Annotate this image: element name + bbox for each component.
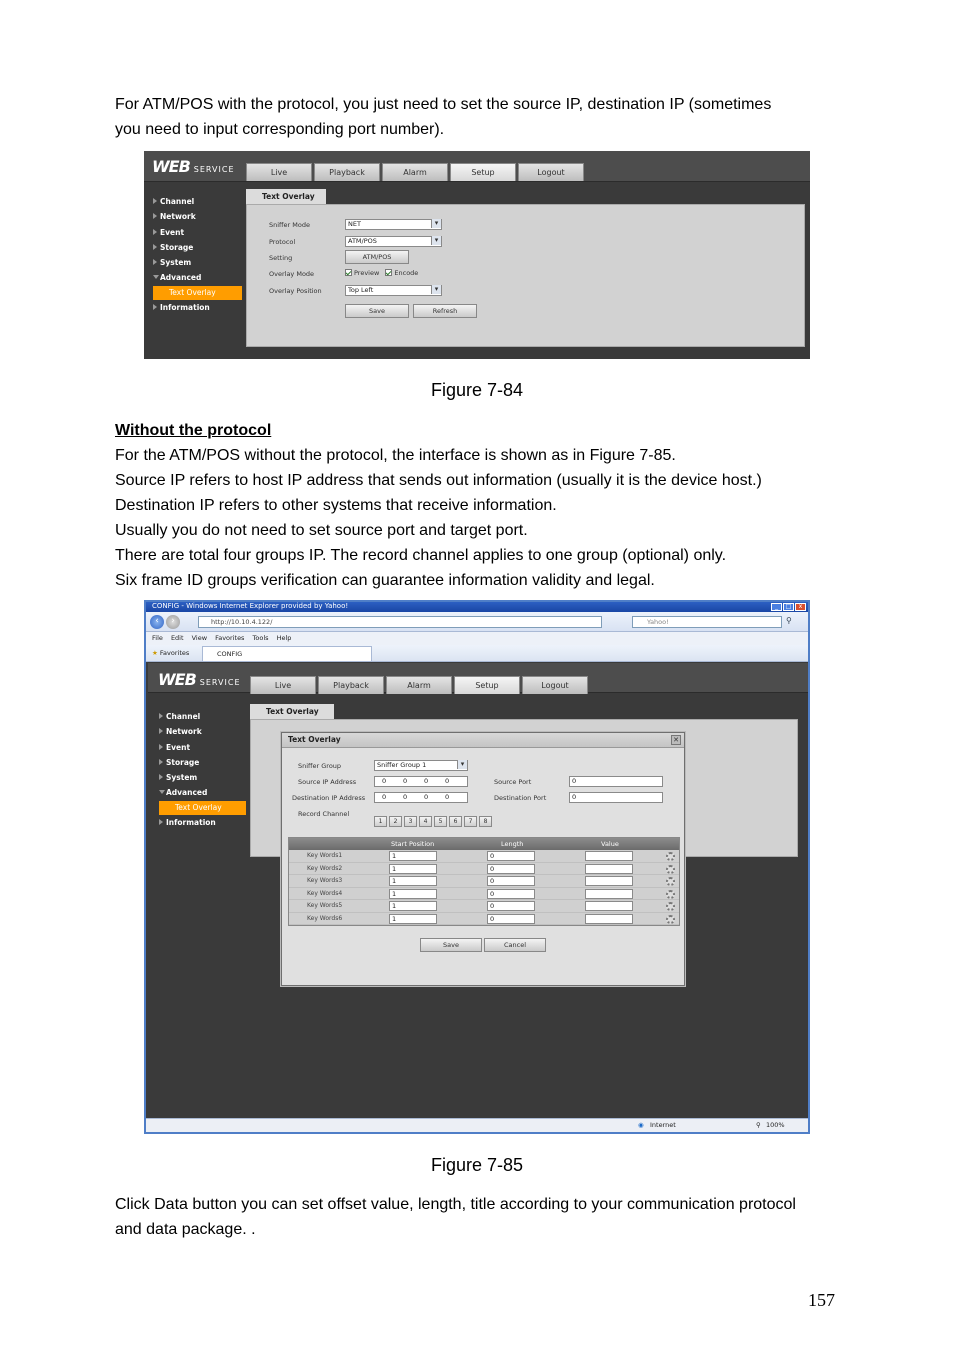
table-row (289, 863, 679, 876)
start-position-input[interactable]: 1 (389, 889, 437, 899)
channel-2-button[interactable]: 2 (389, 816, 402, 827)
value-input[interactable] (585, 889, 633, 899)
tab-live[interactable]: Live (250, 676, 316, 694)
preview-label: Preview (354, 269, 380, 277)
destination-port-label: Destination Port (494, 794, 547, 802)
sidebar-item-storage[interactable]: Storage (148, 240, 242, 255)
start-position-input[interactable]: 1 (389, 901, 437, 911)
outro-line-1: Click Data button you can set offset value, length, title according to your communication protocol (115, 1196, 796, 1213)
encode-label: Encode (394, 269, 419, 277)
sidebar-item-text-overlay[interactable]: Text Overlay (153, 286, 242, 300)
table-row (289, 888, 679, 901)
gear-icon[interactable] (666, 915, 675, 924)
browser-status-bar (146, 1118, 808, 1132)
overlay-position-label: Overlay Position (269, 287, 322, 295)
tab-alarm[interactable]: Alarm (386, 676, 452, 694)
key-word-name: Key Words1 (307, 852, 343, 859)
encode-checkbox[interactable] (385, 269, 392, 276)
search-box[interactable]: Yahoo! (632, 616, 782, 628)
key-words-rows (289, 850, 679, 925)
tab-logout[interactable]: Logout (518, 163, 584, 181)
start-position-input[interactable]: 1 (389, 914, 437, 924)
destination-ip-label: Destination IP Address (292, 794, 366, 802)
overlay-mode-options (345, 269, 418, 277)
channel-1-button[interactable]: 1 (374, 816, 387, 827)
table-row (289, 875, 679, 888)
minimize-icon[interactable]: _ (771, 603, 782, 611)
browser-title: CONFIG - Windows Internet Explorer provided by Yahoo! (152, 602, 349, 610)
sniffer-mode-label: Sniffer Mode (269, 221, 310, 229)
section-heading: Without the protocol (115, 422, 272, 439)
text-overlay-panel (246, 204, 805, 347)
section-line-1: For the ATM/POS without the protocol, the interface is shown as in Figure 7-85. (115, 447, 676, 464)
protocol-label: Protocol (269, 238, 296, 246)
channel-6-button[interactable]: 6 (449, 816, 462, 827)
record-channel-label: Record Channel (298, 810, 350, 818)
forward-icon[interactable]: › (166, 615, 180, 629)
value-input[interactable] (585, 901, 633, 911)
source-ip-label: Source IP Address (298, 778, 357, 786)
header-length: Length (501, 840, 524, 848)
figure-7-84-caption: Figure 7-84 (430, 380, 524, 400)
search-icon[interactable]: ⚲ (786, 616, 792, 625)
status-zone: Internet (650, 1121, 676, 1129)
page-number: 157 (808, 1290, 835, 1310)
table-row (289, 913, 679, 926)
setup-sidebar (148, 194, 242, 315)
channel-7-button[interactable]: 7 (464, 816, 477, 827)
section-line-5: There are total four groups IP. The record channel applies to one group (optional) only. (115, 547, 727, 564)
browser-menu-bar[interactable]: File Edit View Favorites Tools Help (146, 632, 808, 645)
length-input[interactable]: 0 (487, 914, 535, 924)
sidebar-item-event[interactable]: Event (154, 740, 246, 755)
channel-3-button[interactable]: 3 (404, 816, 417, 827)
setting-label: Setting (269, 254, 293, 262)
intro-line-1: For ATM/POS with the protocol, you just need to set the source IP, destination IP (sometimes (115, 96, 772, 113)
cancel-button[interactable]: Cancel (484, 938, 546, 952)
favorites-button[interactable]: Favorites (159, 649, 190, 657)
value-input[interactable] (585, 851, 633, 861)
sidebar-item-event[interactable]: Event (148, 225, 242, 240)
sidebar-item-information[interactable]: Information (154, 815, 246, 830)
value-input[interactable] (585, 876, 633, 886)
value-input[interactable] (585, 864, 633, 874)
value-input[interactable] (585, 914, 633, 924)
key-word-name: Key Words4 (307, 889, 343, 897)
zoom-icon: ⚲ (756, 1121, 761, 1129)
sidebar-item-advanced[interactable]: Advanced (154, 785, 246, 800)
key-word-name: Key Words5 (307, 902, 343, 909)
address-bar[interactable]: http://10.10.4.122/ (198, 616, 602, 628)
zoom-level[interactable]: 100% (766, 1121, 785, 1129)
length-input[interactable]: 0 (487, 876, 535, 886)
tab-live[interactable]: Live (246, 163, 312, 181)
section-line-4: Usually you do not need to set source port and target port. (115, 522, 528, 539)
figure-7-85-caption: Figure 7-85 (430, 1155, 524, 1175)
channel-5-button[interactable]: 5 (434, 816, 447, 827)
sidebar-item-information[interactable]: Information (148, 300, 242, 315)
star-icon: ★ (152, 649, 158, 657)
sidebar-item-network[interactable]: Network (154, 724, 246, 739)
text-overlay-tab[interactable]: Text Overlay (246, 189, 326, 205)
start-position-input[interactable]: 1 (389, 864, 437, 874)
sniffer-mode-select[interactable]: NET ▾ (345, 219, 442, 230)
table-row (289, 900, 679, 913)
key-word-name: Key Words2 (307, 864, 343, 872)
web-service-logo: WEB SERVICE (152, 157, 235, 176)
favorites-bar (146, 645, 808, 662)
channel-8-button[interactable]: 8 (479, 816, 492, 827)
source-port-label: Source Port (494, 778, 532, 786)
figure-7-84-screenshot (144, 151, 810, 359)
sidebar-item-text-overlay[interactable]: Text Overlay (159, 801, 246, 815)
section-line-2: Source IP refers to host IP address that sends out information (usually it is the device host.) (115, 472, 762, 489)
tab-playback[interactable]: Playback (314, 163, 380, 181)
length-input[interactable]: 0 (487, 889, 535, 899)
length-input[interactable]: 0 (487, 851, 535, 861)
browser-tab-config[interactable]: CONFIG (202, 646, 372, 661)
start-position-input[interactable]: 1 (389, 876, 437, 886)
browser-nav-bar (146, 612, 808, 632)
atm-pos-setting-button[interactable]: ATM/POS (345, 250, 409, 264)
sidebar-item-system[interactable]: System (148, 255, 242, 270)
section-line-6: Six frame ID groups verification can guarantee information validity and legal. (115, 572, 655, 589)
text-overlay-dialog (281, 732, 685, 986)
record-channel-buttons (374, 808, 494, 827)
tab-logout[interactable]: Logout (522, 676, 588, 694)
save-button[interactable]: Save (345, 304, 409, 318)
destination-port-input[interactable]: 0 (569, 792, 663, 803)
preview-checkbox[interactable] (345, 269, 352, 276)
sniffer-group-select[interactable]: Sniffer Group 1 ▾ (374, 760, 468, 771)
sidebar-item-network[interactable]: Network (148, 209, 242, 224)
intro-line-2: you need to input corresponding port number). (115, 121, 445, 138)
protocol-select[interactable]: ATM/POS ▾ (345, 236, 442, 247)
intro-paragraph (115, 92, 840, 142)
key-words-table (288, 837, 680, 926)
tab-playback[interactable]: Playback (318, 676, 384, 694)
sidebar-item-system[interactable]: System (154, 770, 246, 785)
web-header (148, 663, 808, 693)
table-header (289, 838, 679, 850)
tab-setup[interactable]: Setup (454, 676, 520, 694)
overlay-position-select[interactable]: Top Left ▾ (345, 285, 442, 296)
length-input[interactable]: 0 (487, 864, 535, 874)
save-button[interactable]: Save (420, 938, 482, 952)
web-header (144, 151, 810, 182)
outro-paragraph (115, 1192, 845, 1242)
tab-alarm[interactable]: Alarm (382, 163, 448, 181)
gear-icon[interactable] (666, 865, 675, 874)
gear-icon[interactable] (666, 902, 675, 911)
back-icon[interactable]: ‹ (150, 615, 164, 629)
sidebar-item-advanced[interactable]: Advanced (148, 270, 242, 285)
dialog-close-icon[interactable]: ✕ (671, 735, 681, 745)
length-input[interactable]: 0 (487, 901, 535, 911)
text-overlay-tab[interactable]: Text Overlay (250, 704, 334, 720)
maximize-icon[interactable]: □ (783, 603, 794, 611)
tab-setup[interactable]: Setup (450, 163, 516, 181)
setup-sidebar (154, 709, 246, 830)
window-controls (771, 603, 806, 611)
source-ip-input[interactable]: 0 0 0 0 (374, 776, 468, 787)
source-port-input[interactable]: 0 (569, 776, 663, 787)
header-start-position: Start Position (391, 840, 435, 848)
start-position-input[interactable]: 1 (389, 851, 437, 861)
web-service-logo: WEB SERVICE (158, 670, 241, 689)
key-word-name: Key Words6 (307, 914, 343, 922)
channel-4-button[interactable]: 4 (419, 816, 432, 827)
destination-ip-input[interactable]: 0 0 0 0 (374, 792, 468, 803)
gear-icon[interactable] (666, 890, 675, 899)
gear-icon[interactable] (666, 852, 675, 861)
without-protocol-section (115, 418, 840, 593)
gear-icon[interactable] (666, 877, 675, 886)
globe-icon: ◉ (638, 1121, 644, 1129)
outro-line-2: and data package. . (115, 1221, 256, 1238)
refresh-button[interactable]: Refresh (413, 304, 477, 318)
dialog-title: Text Overlay (282, 733, 684, 748)
main-tabs (250, 676, 588, 694)
overlay-mode-label: Overlay Mode (269, 270, 315, 278)
table-row (289, 850, 679, 863)
header-value: Value (601, 840, 619, 848)
sidebar-item-channel[interactable]: Channel (154, 709, 246, 724)
key-word-name: Key Words3 (307, 877, 343, 884)
sidebar-item-channel[interactable]: Channel (148, 194, 242, 209)
main-tabs (246, 163, 584, 181)
browser-title-bar (146, 602, 808, 612)
section-line-3: Destination IP refers to other systems that receive information. (115, 497, 557, 514)
sidebar-item-storage[interactable]: Storage (154, 755, 246, 770)
close-icon[interactable]: x (795, 603, 806, 611)
figure-7-85-screenshot (144, 600, 810, 1134)
sniffer-group-label: Sniffer Group (298, 762, 342, 770)
